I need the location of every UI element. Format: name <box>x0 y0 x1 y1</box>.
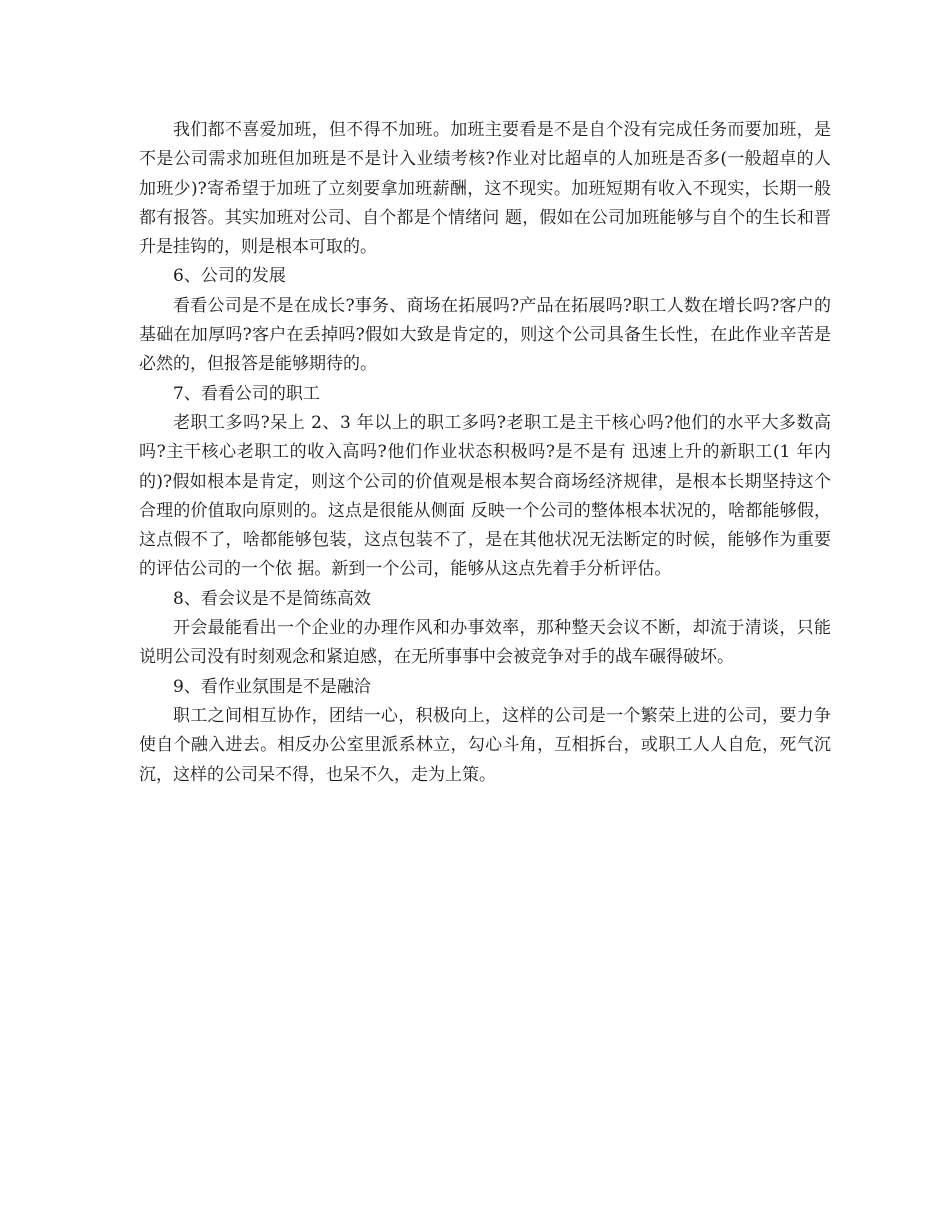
document-body <box>139 116 831 790</box>
paragraph-meetings: 开会最能看出一个企业的办理作风和办事效率，那种整天会议不断，却流于清谈，只能说明公司没有时刻观念和紧迫感，在无所事事中会被竞争对手的战车碾得破坏。 <box>139 618 831 668</box>
paragraph-company-staff: 老职工多吗?呆上 2、3 年以上的职工多吗?老职工是主干核心吗?他们的水平大多数高吗?主干核心老职工的收入高吗?他们作业状态积极吗?是不是有 迅速上升的新职工(1 年内的)?假如根本是肯定，则这个公司的价值观是根本契合商场经济规律，是根本长期坚持这个合理的价值取向原则的。这点是很能从侧面 反映一个公司的整体根本状况的，啥都能够假，这点假不了，啥都能够包装，这点包装不了，是在其他状况无法断定的时候，能够作为重要的评估公司的一个依 据。新到一个公司，能够从这点先着手分析评估。 <box>139 412 831 580</box>
heading-company-development: 6、公司的发展 <box>173 266 286 287</box>
heading-work-atmosphere: 9、看作业氛围是不是融洽 <box>173 676 371 697</box>
heading-meetings: 8、看会议是不是简练高效 <box>173 588 371 609</box>
paragraph-company-development: 看看公司是不是在成长?事务、商场在拓展吗?产品在拓展吗?职工人数在增长吗?客户的基础在加厚吗?客户在丢掉吗?假如大致是肯定的，则这个公司具备生长性，在此作业辛苦是必然的，但报答是能够期待的。 <box>139 295 831 375</box>
paragraph-work-atmosphere: 职工之间相互协作，团结一心，积极向上，这样的公司是一个繁荣上进的公司，要力争使自个融入进去。相反办公室里派系林立，勾心斗角，互相拆台，或职工人人自危，死气沉沉，这样的公司呆不得，也呆不久，走为上策。 <box>139 705 831 785</box>
paragraph-overtime: 我们都不喜爱加班，但不得不加班。加班主要看是不是自个没有完成任务而要加班，是不是公司需求加班但加班是不是计入业绩考核?作业对比超卓的人加班是否多(一般超卓的人加班少)?寄希望于加班了立刻要拿加班薪酬，这不现实。加班短期有收入不现实，长期一般都有报答。其实加班对公司、自个都是个情绪问 题，假如在公司加班能够与自个的生长和晋升是挂钩的，则是根本可取的。 <box>139 120 831 258</box>
heading-company-staff: 7、看看公司的职工 <box>173 383 320 404</box>
